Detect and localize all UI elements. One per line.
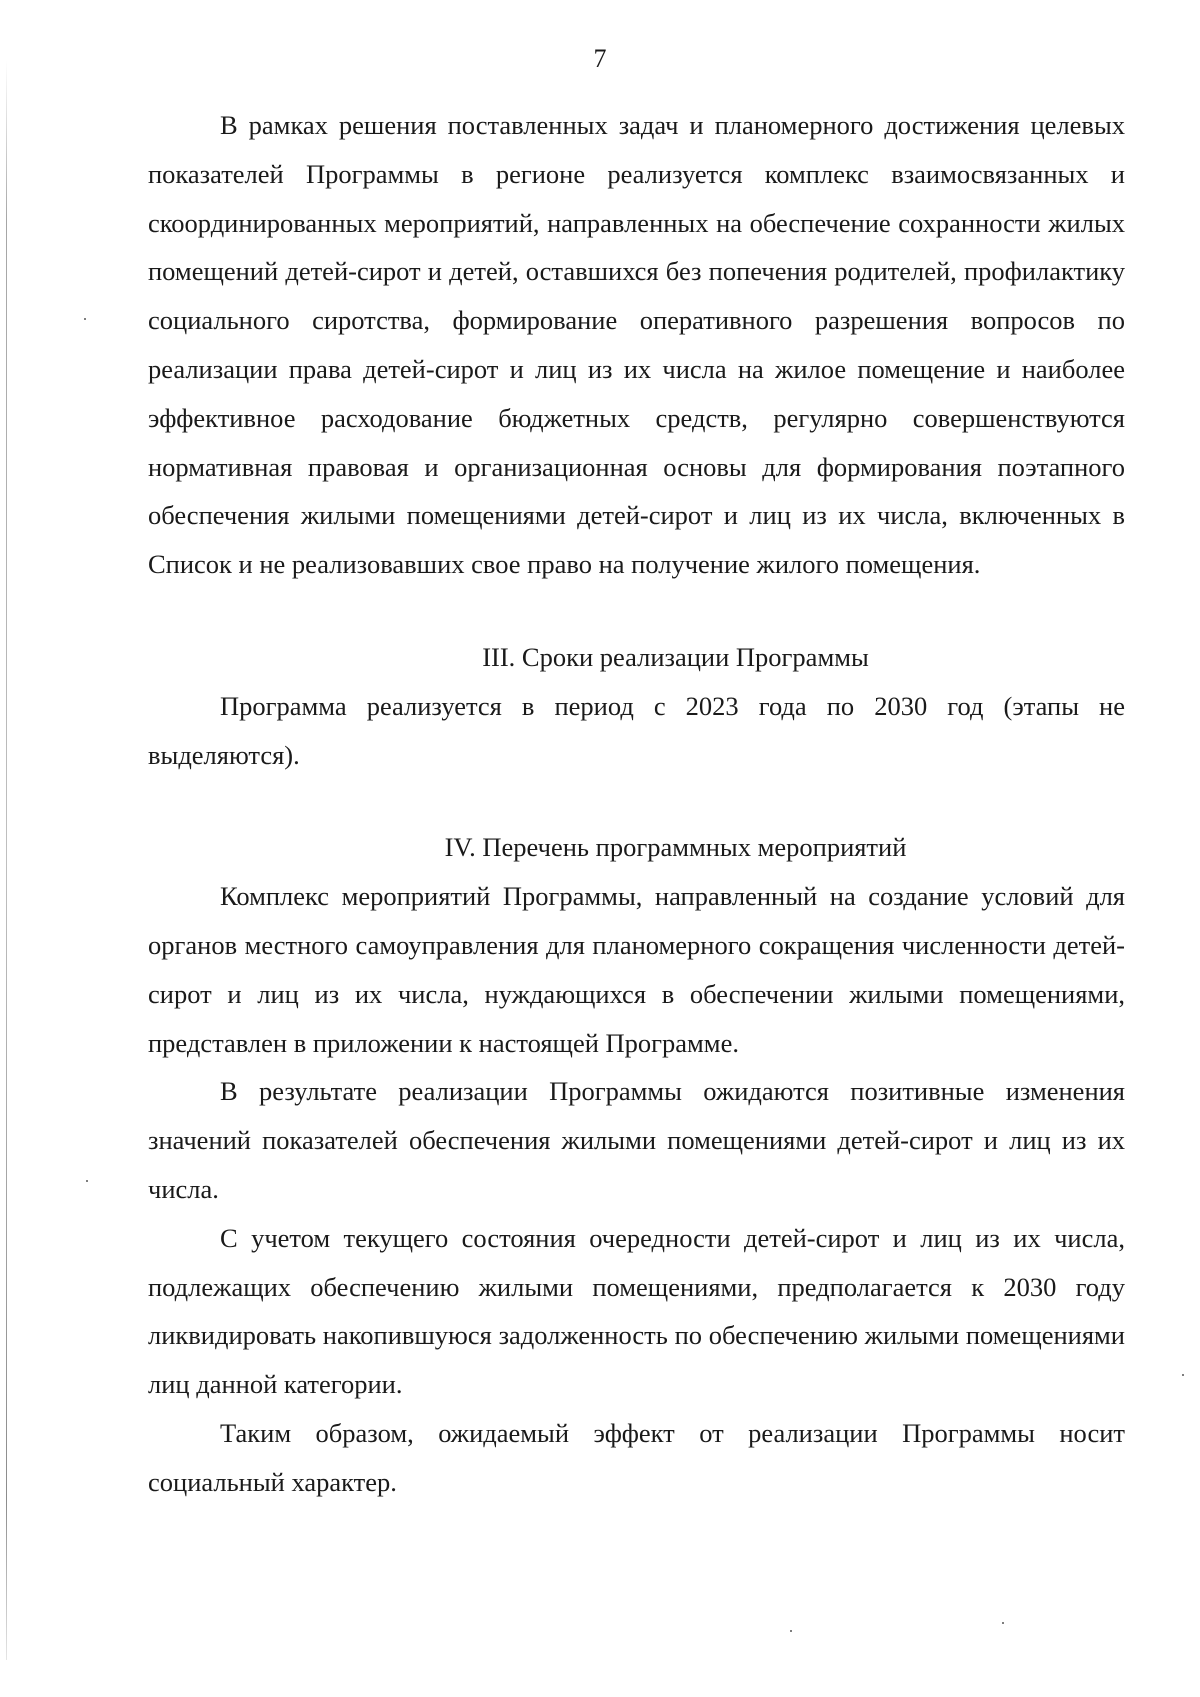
scan-speck (86, 1180, 88, 1182)
scan-speck (1002, 1622, 1004, 1624)
section-3-heading: III. Сроки реализации Программы (482, 641, 869, 672)
scan-speck (1182, 1374, 1184, 1376)
section-4-paragraph-2: В результате реализации Программы ожидаются позитивные изменения значений показателей обеспечения жилыми помещениями детей-сирот и лиц из их числа. (148, 1076, 1125, 1204)
scan-speck (84, 318, 86, 320)
section-spacer (148, 589, 1125, 633)
intro-paragraph: В рамках решения поставленных задач и планомерного достижения целевых показателей Программы в регионе реализуется комплекс взаимосвязанных и скоординированных мероприятий, направленных на обеспечение сохранности жилых помещений детей-сирот и детей, оставшихся без попечения родителей, профилактику социального сиротства, формирование оперативного разрешения вопросов по реализации права детей-сирот и лиц из их числа на жилое помещение и наиболее эффективное расходование бюджетных средств, регулярно совершенствуются нормативная правовая и организационная основы для формирования поэтапного обеспечения жилыми помещениями детей-сирот и лиц из их числа, включенных в Список и не реализовавших свое право на получение жилого помещения. (148, 110, 1125, 580)
scan-edge-line (6, 60, 7, 1660)
section-4-paragraph-1: Комплекс мероприятий Программы, направленный на создание условий для органов местного самоуправления для планомерного сокращения численности детей-сирот и лиц из их числа, нуждающихся в обеспечении жилыми помещениями, представлен в приложении к настоящей Программе. (148, 881, 1125, 1058)
section-4-paragraph-3: С учетом текущего состояния очередности детей-сирот и лиц из их числа, подлежащих обеспечению жилыми помещениями, предполагается к 2030 году ликвидировать накопившуюся задолженность по обеспечению жилыми помещениями лиц данной категории. (148, 1222, 1125, 1400)
document-body (148, 101, 1125, 1507)
section-4-heading: IV. Перечень программных мероприятий (444, 832, 907, 863)
section-4-paragraph-4: Таким образом, ожидаемый эффект от реализации Программы носит социальный характер. (148, 1417, 1125, 1497)
page-number: 7 (593, 44, 607, 73)
section-3-paragraph: Программа реализуется в период с 2023 года по 2030 год (этапы не выделяются). (148, 690, 1125, 770)
scan-speck (790, 1630, 792, 1632)
section-spacer (148, 779, 1125, 823)
